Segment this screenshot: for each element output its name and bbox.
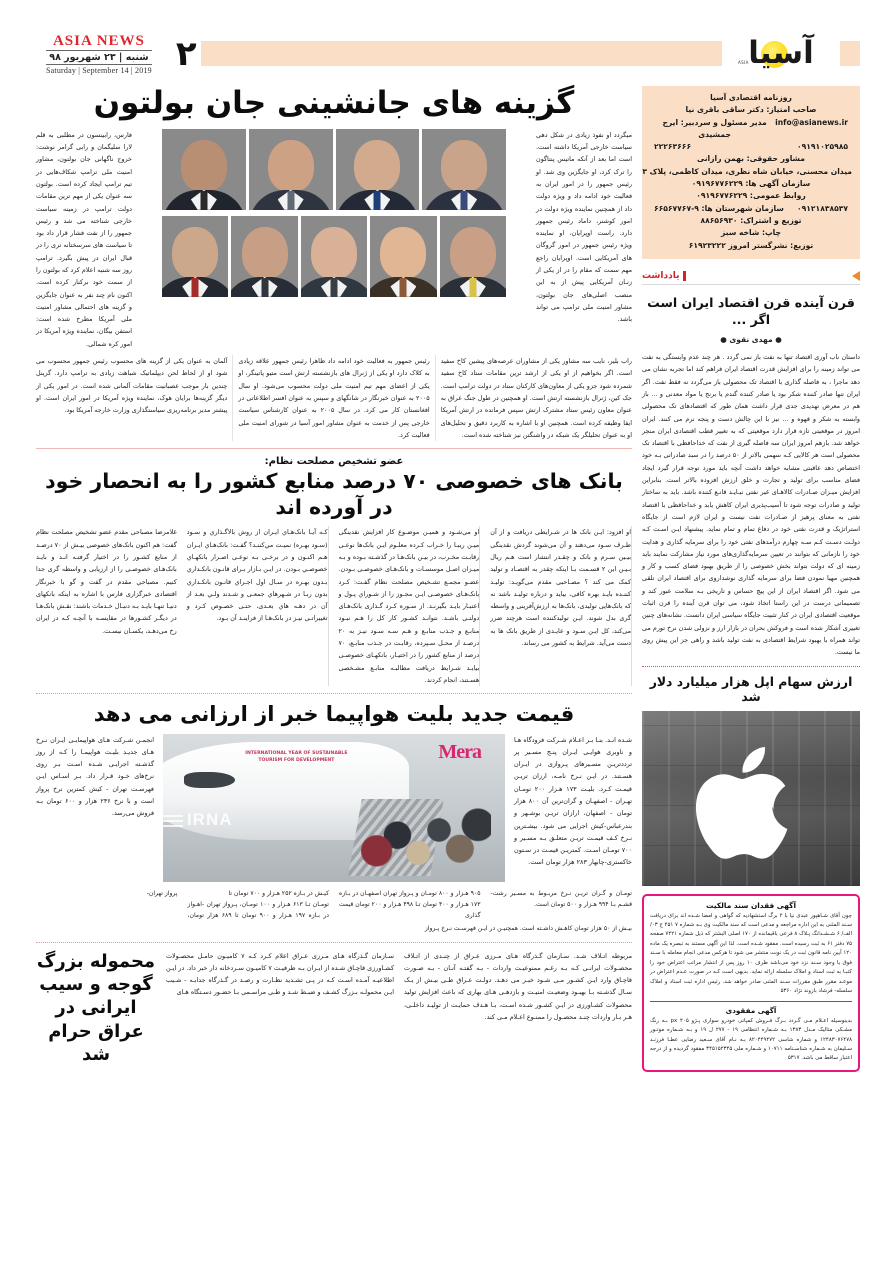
bank-col-4: غلامرضا مصباحی مقدم عضو تشخیص مصلحت نظام گفت: هم اکنون بانک‌های خصوصی بیـش از ۷۰ درصـد از منابع کشـور را در اختیار گرفتـه انـد و بایـد بانک‌هـای خصوصـی را از ارزیابی و واسطه گری جدا کنیم. مصباحي مقدم در گفت و گو با خبرنگار اقتصادی خبرگزاری فارس با اشاره به اینکه بانکهای دنیـا تنهـا بایـد بـه دنبـال خـدمات باشند: نقـش بانک‌هـا در دیگـر کشـورها در مقایسـه با آنچـه کـه در ایران رخ می‌دهـد، یکسـان نیسـت.: [36, 528, 177, 635]
portrait-photo: [249, 129, 333, 210]
imprint-printer: چاپ: شاخه سبز: [721, 228, 781, 238]
portrait-photo: [422, 129, 506, 210]
apple-article-title: ارزش سهام اپل هزار میلیارد دلار شد: [649, 673, 853, 704]
imprint-editor: مدیر مسئول و سردبیر: ایرج جمشیدی: [662, 117, 767, 139]
note-section-header: [642, 266, 860, 285]
passenger-crowd: [361, 778, 491, 882]
masthead-right: [36, 33, 201, 75]
airplane-photo: [163, 734, 505, 882]
lede-col-e: فارس، رابینسون در مطلبی به قلم لارا سلیگمان و رابی گرامر نوشت: خروج ناگهانی جان بولتون، مشاور امنیت ملی ترامپ شکاف‌هایی در تیم ترامپ ایجاد کرده است. بولتون سه عنوان یکی از مهم ترین مقامات دولت ترامپ در زمینه سیاست خارجی شناخته می شد و رئیس جمهور را از نفت فشار قرار داد بود تا سیاست های سرسختانه تری را در قبال ایران در پیش بگیرد. ترامپ روز سه شنبه اعلام کرد که بولتون را از سمت خود برکنار کرده است. اکنون نام چند نفر به عنوان جایگزین و گزینه های احتمالی مشاور امنیت ملی آمریکا مطرح شده است: استفن بیگان، نماینده ویژه آمریکا در امور کره شمالی.: [36, 130, 132, 348]
imprint-box: [642, 86, 860, 259]
tomato-article: [36, 950, 632, 1067]
bank-article-columns: [36, 526, 632, 686]
apple-store-photo: [642, 711, 860, 886]
portrait-photo: [162, 129, 246, 210]
imprint-province-org: سازمان شهرستان ها: ۹-۶۶۵۶۷۷۶۷: [654, 203, 784, 213]
brand-name-en: ASIA NEWS: [52, 32, 145, 49]
right-rail: [642, 86, 860, 1262]
lede-block: [36, 129, 632, 350]
tomato-headline: محموله بزرگ گوجه و سیب ایرانی در عراق حرام شد: [36, 950, 156, 1066]
imprint-phone-mobile: ۰۹۱۹۱۰۲۵۹۸۵: [797, 142, 848, 152]
portrait-photo: [162, 216, 228, 297]
newspaper-logo: [722, 33, 840, 75]
bank-col-3: کـه آیـا بانک‌هـاي ایـران از روش بالاگـذاري و سـود (سـود بهـره) نمیـت مي‌کننـد؟ گفـت: بانک‌هـاي ایـران هـم اکنـون و در برخـی بـه نوعـی اصـرار بانکهـاي خصوصـي بـودن. در ایـن بـازار بـرای قانـون بانکـداري بـدون بهـره در سـال اول اجـراي قانـون بانکـداري بدون ربـا در شـهرهاي جمعـی و شـدند ولـي بعـد از آن در دهـه هاي بعـدی، حتـی خصـوص کـرد و تغییراتـی نیـز در بانک‌هـا از فراینـد آن بـود.: [187, 526, 329, 686]
portrait-photo: [336, 129, 420, 210]
date-en: Saturday | September 14 | 2019: [46, 66, 152, 76]
portrait-photo: [440, 216, 506, 297]
lede-col-c: رئیس جمهور به فعالیت خود ادامه داد ظاهرا رئیس جمهور علاقه زیادی به کلاک دارد او یکی از ژنرال های بازنشسته ارتش است متیو پاتینگر، او یکی از اعضای مهم تیم امنیت ملی دولت محسوب می‌شود. او سال ۲۰۰۵ به عنوان خبرنگار در شانگهای و سپس به عنوان افسر اطلاعاتی در افغانستان کار می کرد. در سال ۲۰۰۵ به عنوان کارشناس سیاست خارجی پس از خدمت به عنوان مشاور امور آسیا در شورای امنیت ملی فعالیت کرد.: [238, 357, 430, 439]
imprint-legal-advisor: مشاور حقوقی: بهمن رازانی: [697, 154, 805, 164]
imprint-ads-org: سازمان آگهی ها: ۰۹۱۹۶۷۷۶۲۲۹: [691, 179, 811, 189]
divider: [36, 448, 632, 449]
tomato-col-2: مربوطه اتـلاف شـد. سـازمان گـذرگاه هـای مـرزی عـراق از چنـدی از اتـلاف محصـولات ایرانـی کـه بـه رغـم ممنوعیـت واردات - بـه گفتـه آنـان - بـه صـورت قاچـاق وارد ایـن کشـور مـی شـود خبـر می دهـد. دولـت عـراق طـی بیـش از یـک سـال گذشـته بـا بهبـود وضعیـت امنیـت و بازدهـی هـای بهاری که باعث افزایش تولید محصولات کشـاورزی در ایـن کشـور شـده اسـت، بـا هـدف حمایـت از تولیـد داخلـی، هـر بـار واردات چنـد محصـول را ممنـوع اعـلام مـی کند.: [404, 951, 632, 1022]
imprint-province-mobile: ۰۹۱۲۱۸۳۸۵۳۷: [797, 203, 848, 213]
bank-col-1: او افزود: ایـن بانک ها در شـرایطی دریافت و از آن طـرف سـود می‌دهند و آن می‌شوند گردش نقدینگی بیـین سـرم و بانک و چقـدر انتشار است هـم ریال بـیـن این ۲ قسـمت بـا اینکه چقدر به اقتصـاد و تولید کمک می کند ؟ مصـاحبی مقدم می‌گویـد: تولیـد کننـده بایـد بهره کافی، بیاید و درباره تولیـد باشد نه که بانک‌هایی تولیدی، بانک‌ها به ارزش‌آفرینی و واسطه گری بدل شوند. ایـن تولیدکننده است هرچند ضرر می‌کند، کل ایـن سـود و عایـدی از طریق بانک ها به دست می‌آید. شرایط به کشور می رساند.: [490, 526, 632, 686]
date-fa: شنبه | ۲۳ شهریور ۹۸: [46, 50, 152, 65]
lede-headline: گزینه های جانشینی جان بولتون: [93, 85, 575, 121]
legal-notice-box: [642, 894, 860, 1072]
plane-livery-text: INTERNATIONAL YEAR OF SUSTAINABLE TOURISM FOR DEVELOPMENT: [245, 751, 348, 764]
note-byline: ● مهدی نقوی ●: [720, 335, 782, 345]
main-area: [36, 86, 632, 1262]
imprint-public-relations: روابط عمومی: ۰۹۱۹۶۷۷۶۲۲۹: [696, 191, 806, 201]
bank-article-kicker: عضو تشخیص مصلحت نظام:: [264, 456, 404, 468]
air-col-left: شـده انـد. بنـا بـر اعـلام شـرکت فرودگاه هـا و ناوبری هوایـی ایـران پنـج مسـیر پر تردد‌تریـن مسـیرهای پـروازی در ایـران هسـتند. در ایـن نـرخ نامـه، ارزان تریـن قیمـت کـرد. بلیـت ۱۷۳ هـزار ۲۰۰ تومـان تهـران - اصفهـان و گران‌ترین آن ۸۰۰ هزار تومان - اصفهان، ارازان تریـن بوشـهر و بندرعباس-کیش اجرایی می شود. بیشـترین نـرخ کـف قیمـت تریـن متعلـق بـه مسـیر و ۷۰۰ تومـان اسـت. کمتریـن قیمـت در سـتون خاکستری-چابهار ۲۸۳ هزار تومان است.: [514, 735, 632, 867]
imprint-phone-office: ۲۲۲۶۳۶۶۶: [654, 142, 692, 152]
imprint-email: info@asianews.ir: [775, 117, 848, 127]
bank-col-2: او می‌شـود و همیـن موضـوع کار افزایش نقدینگی میـن ریبـا را خـراب کـرده معلـوم ایـن بانک‌ها نوعـی رقابـت مخـرب، در بیـن بانک‌هـا در گذشـته بـوده و بـه میـزان اصـل موسسـات و بانک‌هـای خصوصـی بـودن. عضـو مجمـع تشـخیص مصلحت نظام گفـت: کـرد بانک‌هـای خصوصـی ایـن مجـوز را از شـوراي پـول و اعتبـار بايـد بگیرنـد. از سـوره کـرد گـذاری بانک‌هـای دولتـی باشـد. نتوانـد کشـور کار کل را هـم نبـود منابـع و جـذب منابـع و هـم سـه سـود نیـز به ۲۰ درصـد از محـل سـپرده، رقابـت در جـذب منابـع، ۷۰ درصد از منابع کشور را در اختیـار، بانکهـای خصوصـی بیایـد شـرایط دریافت مطالبـه منابـع مشـخصی هسـتند، انجام کردند.: [339, 526, 481, 686]
apple-logo-icon: [687, 729, 815, 879]
divider: [642, 666, 860, 667]
lede-col-a: میگردد او نفوذ زیادی در شکل دهی سیاست خارجی آمریکا داشته است. است اما بعد از آنکه ماتیس پنتاگون را ترک کرد، او جایگزین وی شد. او رئیس جمهور را در امور ایران به فعالیت خود ادامه داد و ویژه دولت داد از همچنین نماینده ویژه دولت در امور کوشنر، داماد رئیس جمهور دارد. راست اوپرایان، او نماینده ویژه رئیس جمهور در امور گروگان های آمریکایی است. اوپرایان راجع مهم سمت که مقام را در از یکی از زنـان آمریکایی پیش از به این منصب اصلی‌های جان بولتون، مشاور امنیت ملی ترامپ می تواند باشد.: [536, 130, 632, 324]
imprint-distributor: توزیع: نشرگستر امروز ۶۱۹۲۳۲۲۲: [688, 240, 814, 250]
portrait-photo: [370, 216, 436, 297]
legal-notice-body: چون آقای شـاهپور عبدی نیا با ۲ برگ استشهادیه که گواهی و امضا شـده اند برای دریافت سـند المثنی به این اداره مراجعه و مدعی است که سند مالکیت وی بـه شماره ۷ ۴۵۱ ج ۰۳/ الف/ ۶ شـشـدانگ پـلاک ۸ فرعی باقیمانده از ۱۷۰ اصلی البشتر که ذیل شماره ۷۴۲۱ صفحه ۷۵ دفتر ۶۱ به ثبت رسیده است. مفقود شـده است. لذا این آگهی مستند به تبصره یک ماده ۱۲۰ آیین نامه قانون ثبت در یک نوبت منتشر می شود تا هرکس مدعی انجام معامله با سـند فوق یا وجود سـند نزد خود می‌باشد ظرف ۱۰ روز پس از انتشار مراتب اعتراض خود را کتبـا به ثبت اسناد و املاک سلسله ارائه نماید. بدیهی است کـه در صورت عـدم اعتراض در موعـد مقرر طبق مقررات سـند المثنی صادر خواهد شد. رئیس اداره ثبت اسناد و املاک سلسله- فرشاد بازوند نژاد ۵۳۶۰: [650, 912, 852, 995]
legal-notice-subtitle: آگهی مفقودی: [725, 1005, 777, 1015]
lede-center: [140, 129, 528, 303]
cockpit-window: [184, 772, 235, 788]
legal-notice-title: آگهی فقدان سند مالکیت: [706, 900, 796, 910]
imprint-subscription: توزیع و اشتراک: ۸۸۶۵۶۹۳۰: [700, 215, 802, 225]
air-article-top: [36, 734, 632, 882]
air-article-headline: قیمت جدید بلیت هواپیما خبر از ارزانی می دهد: [93, 702, 575, 727]
tomato-col-1: سـازمان گـذرگاه هـای مـرزی عـراق اعلام کـرد کـه ۷ کامیـون حامـل محصـولات کشـاورزی قاچـاق شـده از ایـران بـه ظرفیـت ۷ کامیـون سـردخانه دار خبر داد. در ایـن اطلاعیـه آمـده اسـت کـه در پـی تشـدید نظـارت و رصـد در گـذرگاه جدابـه - شـیب ایـن محمولـه بـزرگ کشـف و ضبـط شـد و طـی مراسـمی بـا حضـور دسـتگاه هـای: [166, 951, 394, 997]
logo-wordmark: آسیا: [748, 34, 814, 71]
note-title: قرن آینده قرن اقتصاد ایران است اگر ...: [647, 294, 855, 328]
air-price-col-3: ۹۰۵ هـزار و ۸۰۰ تومـان و پـرواز تهران اصفهـان در بـازه ۱۷۳ هـزار و ۴۰۰ تومان تـا ۴۹۸ هـزار و ۲۰۰ تومان قیمت گذاری: [339, 889, 481, 920]
play-triangle-icon: [852, 271, 860, 281]
portrait-grid-row-2: [162, 216, 506, 297]
logo-subtext: ASIA: [738, 60, 749, 65]
airline-brand-text: Mera: [438, 740, 482, 763]
page-number: ۲: [175, 34, 197, 74]
imprint-line-1: روزنامه اقتصادی آسیا: [710, 93, 792, 102]
air-col-right: انجمـن شـرکت هـای هواپیمایـی ایـران نـرخ هـای جدیـد بلیـت هواپیمـا را کـه از روز گذشـته اجرایـی شـده اسـت بـر روی نرخ‌های خـود قـرار داد. بـر اسـاس ایـن فهرسـت تهران - کیش کمترین نرخ پرواز است و با نرخ ۲۳۶ هزار و ۶۰۰ تومان بـه فروش می‌رسد.: [36, 735, 154, 818]
irna-watermark: IRNA: [186, 810, 233, 830]
lede-lower-columns: [36, 355, 632, 441]
masthead: [36, 33, 860, 75]
imprint-address: میدان محسنی، خیابان شاه نظری، میدان کاظمی، پلاک ۳: [642, 166, 852, 176]
bank-article-headline: بانک های خصوصی ۷۰ درصد منابع کشور را به انحصار خود در آورده اند: [45, 469, 623, 519]
air-price-col-4: تومـان و گـران تریـن نـرخ مربـوط به مسـیر رشت- قشـم بـا ۹۹۴ هـزار و ۵۰۰ تومان است.: [490, 889, 632, 908]
legal-notice-body-2: بدینوسیله اعـلام مـی گـردد بـرگ فـروش کمپانی خودرو سواری پـژو px ۴۰۵ بـه رنگ مشـکی متالیک مـدل ۱۳۸۳ بـه شـماره انتظامی ۱۹ - ۲۷۷ ل ۱۹ و بـه شـماره موتـور ۱۲۴۸۳۰۷۶۴۷۸ و شماره شاسی ۸۲۰۴۴۹۴۷۲ بـه نـام آقای سـعید رضایی عطـا فرزنـد سـلیمان به شـماره شناسـنامه ۱۰۷۱۱ و شـماره ملی ۳۴۵۱۵۲۳۴۵ مفقود گردیده و از درجه اعتبار ساقط می باشد. ۵۳۱۷: [650, 1017, 852, 1062]
portrait-grid-row-1: [162, 129, 506, 210]
masthead-dates: [38, 33, 160, 76]
note-body: داستان ناب آوری اقتصاد تنها به نفت باز نمی گردد . هر چند عدم وابستگی به نفت می تواند زمینه را برای افزایش قدرت اقتصاد ایران فراهم کند اما تجربه نشان می دهد ماجرا ، به فاصله گذاری با اقتصاد تک محصولی باز می‌گردد نه فقط نفت. اگر ایران تنها صادر کننده شکر بود یا صادر کننده گندم یا برنج یا مواد معدنی و ... باز هم در معرض تهدیدی جدی قرار داشت همان طور که اقتصادهای تک محصولی وابسته به شکر و قهوه و ... نیز با این چالش دست و پنجه نرم می کنند. ایران امروز در موقعیتی تازه قرار دارد موقعیتی که به تغییر قطب اقتصادی ایران منجر خواهد شد. بازهم امروز ایران سه فاصله گیری از نفت که خداحافظی با اقتصاد تک محصولی است هر کالایی کـه سهمی بالاتر از ۵۰ درصد را در سبد صادراتی بـه خود اختصاص دهد عاقبتی مشابه خواهد داشت آنچه باید مورد توجه قرار گیرد ایجاد فضای مناسب برای تولید و تجارت و خلق ارزش افزوده بالاتر است. بنابراین افزایش میـزان صـادرات کالاهـای غیر نفتی نبـایـد قانـع کننده باشد. باید به ساختار تولید و صادرات توجه شود تا آسیب‌پذیری ایران کاهش یابد و خداحافظی با اقتصاد نفتی به معنای پرهیز از صـادرات نفت نیست و ایران لازم است از جایگاه استراتژیک و قدرت نفتی خود در دفاع تمام و تمام نماید. پیشنهاد ایـن اسـت کـه دولـت دسـت کـم سـه چهارم درآمدهای نفتی خود را برای سرمایه گذاری و هدایت خود را نازمانی که بتوانند در تعیین سرمایه‌گذاری‌های مورد نیاز مشارکت نمایند باید زمینه ای که دولت بتواند بخش خصوصی را از طریق بهبود فضای کسب و کار و همچنین مهیا نمودن فضا برای سرمایه گذاری نوشداروی برای اقتصاد ایران تلقی می شود. اگر اقتصاد ایران از این پیچ حساس و تاریخی بـه سلامت عبور کند و تصمیماتی درست در این راستا اتخاذ شود، می توان قرن آینده را قرن اثبات موقعیت اقتصادی ایران در کنار تثبیت جایگاه سیاسی ایران دانست. نشانه‌های چنین تغییری آشکار شده است و فروکش بحران در بازار ارز و نزولی شدن نرخ تورم می تواند همراه با بهبود شرایط اقتصادی به نفت تولید باشد و راهی جز این پیش روی ما نیست.: [642, 353, 860, 657]
divider: [36, 693, 632, 694]
lede-col-b: راب بلیر، نایب سه مشاور یکی از مشاوران عرصه‌های پیشین کاخ سفید است. اگر بخواهیم از او یکی از ارشد ترین مقامات ستاد کاخ سفید شمرده شود جزو یکی از معاون‌های کارکنان ستاد در دولت ترامپ است. جک کین، ژنرال بازنشسته ارتش است. او همچنین در طول جنگ عراق به عنوان معاون رئیس ستاد مشترک ارتش سپس فرمانده در ارتش آمریکا ایفا وظیفه کرده است. همچنین او با اشاره به کاربرد دقیق و تحلیل‌های او به عنوان تحلیلگر یک شبکه در واشنگتن نیز شناخته شده است.: [440, 357, 632, 439]
note-label: یادداشت: [642, 271, 686, 281]
air-price-col-1: بیـش از ۵۰ هزار تومان کاهـش داشـته است. همچنیـن در ایـن فهرسـت نـرخ پـرواز: [424, 925, 632, 933]
air-price-col-2: تومـان تـا ۶۱۳ هـزار و ۱۰۰ تومـان، پـرواز تهران -اهـواز در بـازه ۱۹۷ هـزار و ۹۰۰ تومان تا ۶۸۹ هزار تومان، پرواز تهران-: [146, 889, 329, 920]
divider: [650, 1001, 852, 1002]
portrait-photo: [301, 216, 367, 297]
imprint-line-2: صاحب امتیاز: دکتر ساقی باقری نیا: [685, 105, 817, 115]
air-price-col-5: کیـش در بـازه ۲۵۲ هـزار و ۷۰۰ تومان تا: [228, 889, 329, 897]
air-price-columns: [36, 888, 632, 922]
lede-col-d: آلمان به عنوان یکی از گزینه های محسوب رئیس جمهور محسوب می شود او از لحاظ لحن دیپلماتیک شباهت زیادی به ترامپ دارد. گرینل چندین بار موجب عصبانیت مقامات آلمانی شده است. در امور یکی از دیگر گزینه‌ها برایان هوک، نماینده ویژه آمریکا در امور ایران است. او پیشتر مدیر برنامه‌ریزی سیاستگذاری وزارت خارجه آمریکا بود.: [36, 357, 228, 415]
page-body: [36, 86, 860, 1262]
divider: [36, 942, 632, 943]
portrait-photo: [231, 216, 297, 297]
